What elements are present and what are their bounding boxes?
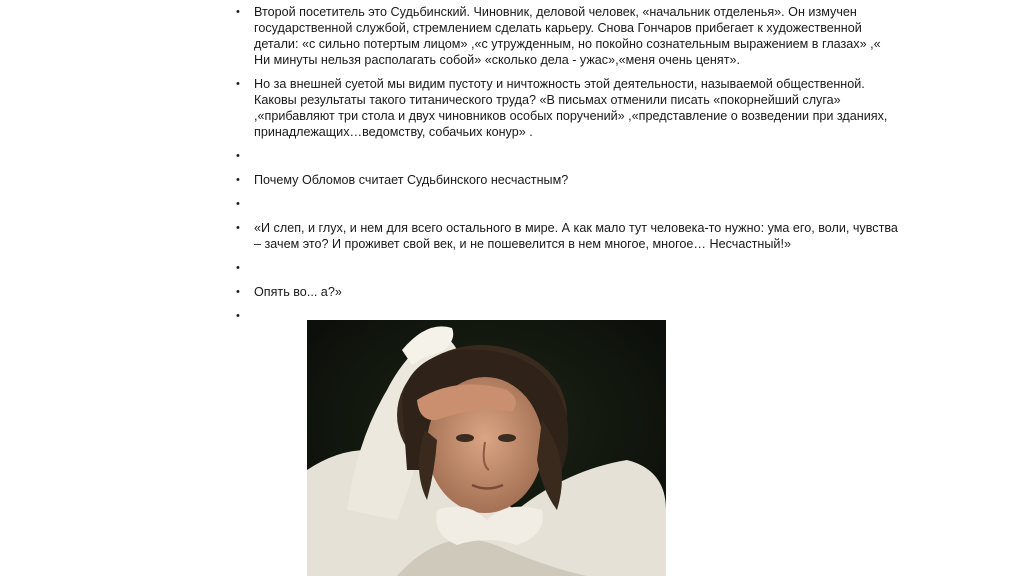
bullet-item [236,220,908,252]
bullet-item-empty [236,196,896,212]
portrait-illustration [307,320,666,576]
bullet-glyph: • [236,262,240,274]
bullet-list [236,4,896,332]
bullet-text: Опять во... а?» [254,285,342,299]
bullet-item [236,172,896,188]
bullet-text: «И слеп, и глух, и нем для всего остального в мире. А как мало тут человека-то нужно: ума его, воли, чувства – зачем это? И проживет свой век, и не пошевелится в нем многое, многое… Несчастный!» [254,221,898,251]
bullet-text: Почему Обломов считает Судьбинского несчастным? [254,173,569,187]
bullet-text: Но за внешней суетой мы видим пустоту и ничтожность этой деятельности, называемой общественной. Каковы результаты такого титанического труда? «В письмах отменили писать «покорнейший слуга» ,«прибавляют три стола и двух чиновников особых поручений» ,«представление о возведении при зданиях, принадлежащих…ведомству, собачьих конур» . [254,77,888,139]
portrait-photo [307,320,666,576]
bullet-glyph: • [236,78,240,90]
bullet-glyph: • [236,310,240,322]
bullet-glyph: • [236,286,240,298]
bullet-glyph: • [236,174,240,186]
bullet-text: Второй посетитель это Судьбинский. Чиновник, деловой человек, «начальник отделенья». Он измучен государственной службой, стремлением сделать карьеру. Снова Гончаров прибегает к художественной детали: «с сильно потертым лицом» ,«с утружденным, но покойно сознательным выражением в глазах» ,« Ни минуты нельзя располагать собой» «сколько дела - ужас»,«меня очень ценят». [254,5,881,67]
bullet-glyph: • [236,6,240,18]
bullet-glyph: • [236,150,240,162]
bullet-item [236,76,896,140]
bullet-item-empty [236,148,896,164]
bullet-item [236,284,896,300]
bullet-glyph: • [236,222,240,234]
bullet-item [236,4,896,68]
bullet-item-empty [236,260,896,276]
bullet-glyph: • [236,198,240,210]
